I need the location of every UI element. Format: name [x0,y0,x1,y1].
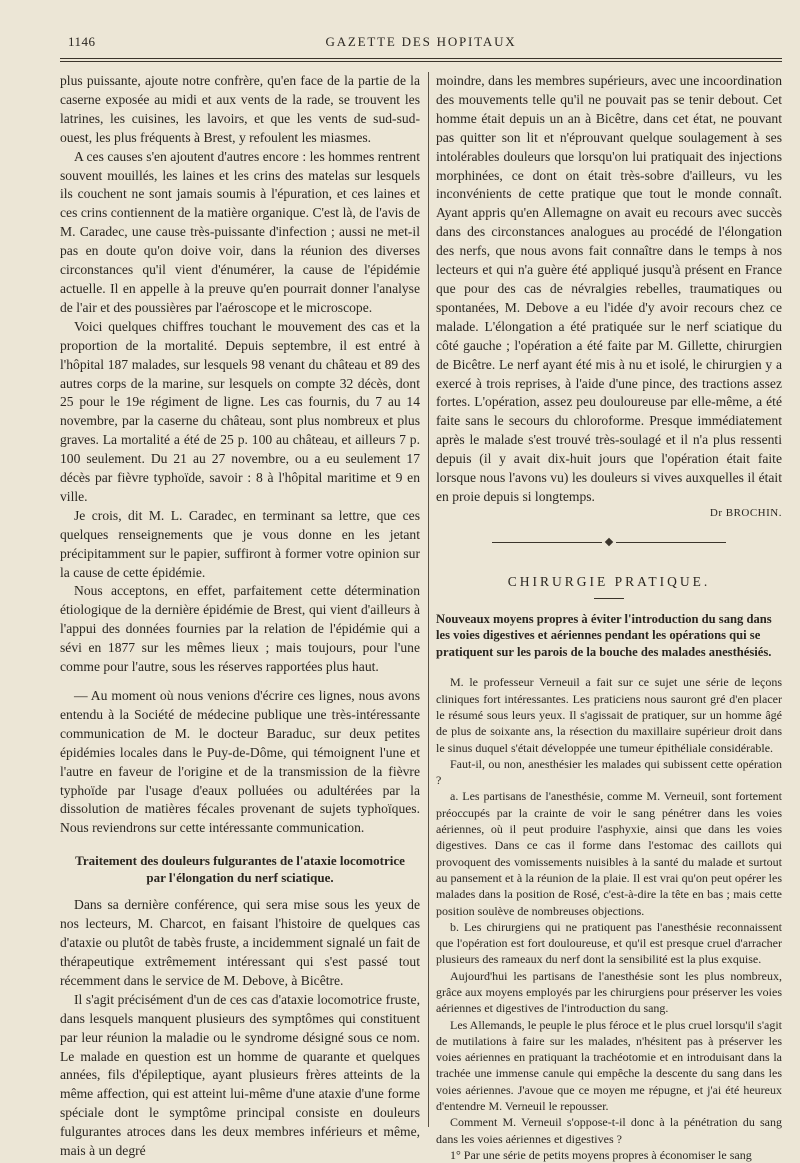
section-title-chirurgie: CHIRURGIE PRATIQUE. [507,573,711,589]
right-small-paragraph-3: a. Les partisans de l'anesthésie, comme M. Verneuil, sont fortement préoccupés par la crainte de voir le sang pénétrer dans les voies aériennes, où il peut produire l'asphyxie, ainsi que dans les voies digestives. Dans ce cas il forme dans l'estomac des caillots qui provoquent des vomissements nuisibles à la santé du malade et surtout au pansement et à la réunion de la plaie. Il est vrai qu'on peut opérer les malades dans la position de Rosé, c'est-à-dire la tête en bas ; mais cette position soulève de nombreuses objections. [436,789,782,918]
author-signature: Dr BROCHIN. [709,506,782,519]
right-small-paragraph-5: Aujourd'hui les partisans de l'anesthésie sont les plus nombreux, grâce aux moyens employés par les chirurgiens pour préserver les voies aériennes et digestives de l'introduction du sang. [436,968,782,1016]
left-paragraph-2: A ces causes s'en ajoutent d'autres encore : les hommes rentrent souvent mouillés, les laines et les crins des matelas sur lesquels ils couchent ne sont jamais soumis à l'épuration, et ces laines et ces crins contiennent de la matière organique. C'est là, de l'avis de M. Caradec, une cause très-puissante d'infection ; aussi ne met-il pas en doute qu'on doive voir, dans la réunion des diverses circonstances qu'il vient d'énumérer, la cause de l'épidémie actuelle. Il en appelle à la preuve qu'en pourrait donner l'analyse de l'air et des poussières par l'aéroscope et le microscope. [60,148,420,315]
left-column [60,72,420,1161]
article-heading: Nouveaux moyens propres à éviter l'introduction du sang dans les voies digestives et aériennes pendant les opérations qui se pratiquent sur les parois de la bouche des malades anesthésiés. [436,611,772,659]
running-title: GAZETTE DES HOPITAUX [325,34,517,49]
header-rule-double [60,61,782,62]
right-small-paragraph-1: M. le professeur Verneuil a fait sur ce sujet une série de leçons cliniques fort intéressantes. Les praticiens nous sauront gré d'en placer le résumé sous leurs yeux. Il s'agissait de pratiquer, sur un homme âgé de plus de soixante ans, la résection du maxillaire supérieur droit dans le sinus duquel s'était développée une tumeur épithéliale considérable. [436,675,782,755]
right-small-paragraph-2: Faut-il, ou non, anesthésier les malades qui subissent cette opération ? [436,756,782,788]
short-rule [594,598,624,599]
section-title-ataxie: Traitement des douleurs fulgurantes de l'ataxie locomotrice par l'élongation du nerf sciatique. [75,853,405,886]
right-small-paragraph-7: Comment M. Verneuil s'oppose-t-il donc à la pénétration du sang dans les voies aériennes et digestives ? [436,1115,782,1146]
left-paragraph-4: Je crois, dit M. L. Caradec, en terminant sa lettre, que ces quelques renseignements que je vous donne en les jetant précipitamment sur le papier, suffiront à former votre opinion sur la cause de cette épidémie. [60,507,420,580]
right-column [436,72,782,1163]
right-small-paragraph-8: 1° Par une série de petits moyens propres à économiser le sang [450,1147,752,1162]
page-header [60,34,782,54]
left-paragraph-8: Il s'agit précisément d'un de ces cas d'ataxie locomotrice fruste, dans lesquels manquent plusieurs des symptômes qui constituent par leur réunion la maladie ou le syndrome désigné sous ce nom. Le malade en question est un homme de quarante et quelques années, fils d'épileptique, ayant plusieurs frères atteints de la même affection, qui est atteint lui-même d'une ataxie d'une forme spéciale dont le symptôme principal consiste en douleurs fulgurantes atroces dans les deux membres inférieurs et même, mais à un degré [60,991,420,1159]
header-rule [60,58,782,59]
column-divider [428,72,429,1127]
left-paragraph-1: plus puissante, ajoute notre confrère, qu'en face de la partie de la caserne exposée au midi et aux vents de la rade, se trouvent les latrines, les cuisines, les lavoirs, et que les vents de sud-sud-ouest, les plus fréquents à Brest, y refoulent les miasmes. [60,73,420,145]
left-paragraph-6: — Au moment où nous venions d'écrire ces lignes, nous avons entendu à la Société de médecine publique une très-intéressante communication de M. le docteur Baraduc, sur deux petites épidémies locales dans le Puy-de-Dôme, qui témoignent l'une et l'autre en faveur de l'origine et de la transmission de la fièvre typhoïde par l'usage d'eaux polluées ou adultérées par la dissolution de matières fécales provenant de sujets typhoïques. Nous reviendrons sur cette intéressante communication. [60,688,420,836]
right-small-paragraph-4: b. Les chirurgiens qui ne pratiquent pas l'anesthésie reconnaissent que l'opération est fort douloureuse, et qu'il est presque cruel d'arracher plusieurs des rameaux du nerf dont la sensibilité est la plus exquise. [436,919,782,967]
left-paragraph-7: Dans sa dernière conférence, qui sera mise sous les yeux de nos lecteurs, M. Charcot, en faisant l'histoire de quelques cas d'ataxie ou plutôt de tabès fruste, a incidemment signalé un fait de thérapeutique extrêmement intéressant qui s'est passé tout récemment dans le service de M. Debove, à Bicêtre. [60,897,420,988]
page-number: 1146 [68,34,96,49]
left-paragraph-5: Nous acceptons, en effet, parfaitement cette détermination étiologique de la dernière épidémie de Brest, qui vient d'ailleurs à l'appui des données fournies par la relation de l'épidémie qui a sévi en 1877 sur les mêmes lieux ; mais toujours, pour l'une comme pour l'autre, sous les réserves rapportées plus haut. [60,583,420,675]
section-divider-ornament [436,533,782,551]
right-paragraph-1: moindre, dans les membres supérieurs, avec une incoordination des mouvements telle qu'il ne pouvait pas se tenir debout. Cet homme était depuis un an à Bicêtre, dans cet état, ne pouvant pas quitter son lit et n'éprouvant quelque soulagement à ses intolérables douleurs que lorsqu'on lui pratiquait des injections morphinées, ce dont on était très-sobre d'ailleurs, vu les inconvénients de cette pratique que tout le monde connaît. Ayant appris qu'en Allemagne on avait eu recours avec succès dans des circonstances analogues au procédé de l'élongation des nerfs, que nous avons fait connaître dans le temps à nos lecteurs et qui n'a guère été appliqué jusqu'à présent en France que pour des cas de névralgies rebelles, traumatiques ou spontanées, M. Debove a eu l'idée d'y avoir recours chez ce malade. L'élongation a été pratiquée sur le nerf sciatique du côté gauche ; l'opération a été faite par M. Gillette, chirurgien de Bicêtre. Le nerf ayant été mis à nu et isolé, le chirurgien y a exercé à trois reprises, à l'aide d'une pince, des tractions assez fortes. L'opération, assez peu douloureuse par elle-même, a été faite sans le secours du chloroforme. Presque immédiatement après le malade s'est trouvé très-soulagé et il n'a plus ressenti depuis (il y avait dix-huit jours que l'opération était faite lorsque nous l'avons vu) les douleurs si vives auxquelles il était en proie depuis si longtemps. [436,73,782,504]
left-paragraph-3: Voici quelques chiffres touchant le mouvement des cas et la proportion de la mortalité. Depuis septembre, il est entré à l'hôpital 187 malades, sur lesquels 98 venant du château et 89 des autres corps de la marine, sur lesquels on compte 32 décès, dont 25 pour le 19e régiment de ligne. Les cas fournis, du 7 au 14 novembre, par la caserne du château, sont plus nombreux et plus graves. La mortalité a été de 25 p. 100 au château, et ailleurs 7 p. 100 seulement. Du 21 au 27 novembre, ou a eu seulement 17 décès par fièvre typhoïde, savoir : 8 à l'hôpital maritime et 9 en ville. [60,318,420,504]
right-small-paragraph-6: Les Allemands, le peuple le plus féroce et le plus cruel lorsqu'il s'agit de mutilations à faire sur les malades, n'hésitent pas à préserver les voies aériennes en pratiquant la trachéotomie et en introduisant dans la trachée une immense canule qui empêche la descente du sang dans les voies aériennes. J'avoue que ce moyen me répugne, et j'ai été heureux d'entendre M. Verneuil le repousser. [436,1017,782,1114]
